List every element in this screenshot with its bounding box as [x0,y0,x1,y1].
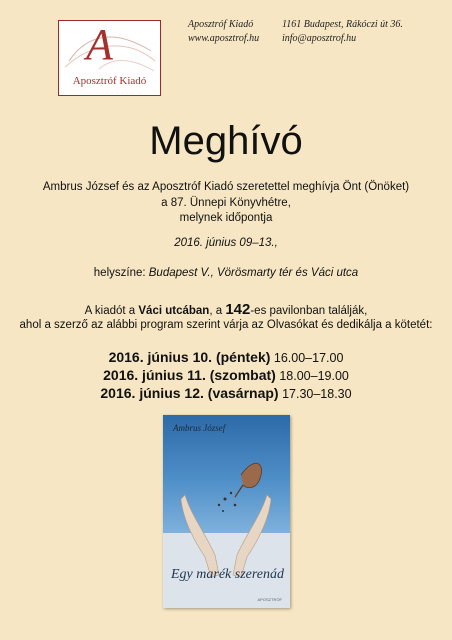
pavilion-line-1 [0,302,452,319]
email-link[interactable]: info@aposztrof.hu [282,33,357,44]
website-link[interactable]: www.aposztrof.hu [188,33,260,44]
intro-line-3: melynek időpontja [179,212,273,224]
pavilion-street: Váci utcában [138,305,210,317]
pavilion-mid: , a [209,305,226,317]
logo-name: Aposztróf Kiadó [72,75,147,87]
schedule-date: 2016. június 11. (szombat) [103,367,276,383]
intro-line-1: Ambrus József és az Aposztróf Kiadó szeretettel meghívja Önt (Önöket) [42,181,410,193]
contact-column-left [188,18,259,46]
schedule-date: 2016. június 12. (vasárnap) [100,385,279,401]
page-title: Meghívó [149,119,303,163]
book-cover [163,415,290,608]
address-text: 1161 Budapest, Rákóczi út 36. [282,19,403,30]
pavilion-pre: A kiadót a [84,305,139,317]
book-title: Egy marék szerenád [171,567,285,582]
pavilion-number: 142 [225,301,251,318]
schedule-date: 2016. június 10. (péntek) [108,349,271,365]
schedule-row [0,384,452,403]
publisher-logo [58,20,161,96]
book-publisher: APOSZTRÓF [257,597,282,602]
schedule-time: 16.00–17.00 [270,351,344,365]
venue-place: Budapest V., Vörösmarty tér és Váci utca [148,267,359,279]
pavilion-post: -es pavilonban találják, [250,305,368,317]
schedule-time: 17.30–18.30 [278,387,352,401]
intro-line-2: a 87. Ünnepi Könyvhétre, [161,197,291,209]
event-dates: 2016. június 09–13., [174,237,278,249]
schedule-row [0,366,452,385]
publisher-name: Aposztróf Kiadó [188,19,254,30]
venue-label: helyszíne: [93,267,149,279]
contact-column-right [282,18,403,46]
venue-line [0,266,452,281]
book-author: Ambrus József [173,423,226,433]
logo-letter: A [86,20,113,69]
schedule-time: 18.00–19.00 [275,369,349,383]
pavilion-line-2: ahol a szerző az alábbi program szerint várja az Olvasókat és dedikálja a kötetét: [19,319,433,331]
schedule-row [0,348,452,367]
